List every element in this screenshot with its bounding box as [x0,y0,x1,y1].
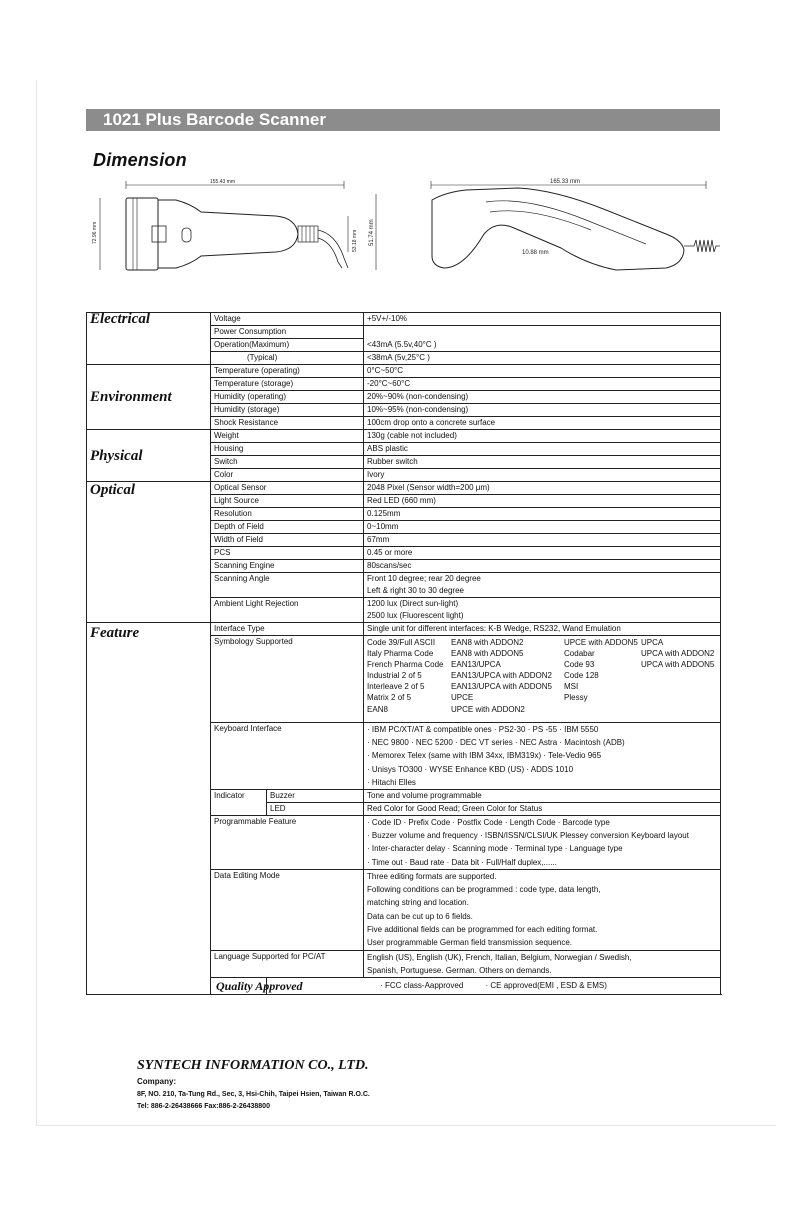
spec-label: Light Source [211,495,364,508]
list-line: Plessy [564,693,588,703]
page-left-margin-line [36,80,37,1125]
list-line: EAN13/UPCA [451,660,501,670]
list-line: · NEC 9800 · NEC 5200 · DEC VT series · NEC Astra · Macintosh (ADB) [367,738,625,748]
side-height-label: 51.74 mm [369,219,375,246]
spec-value: 67mm [364,534,721,547]
list-line: UPCA [641,638,664,647]
spec-label: Ambient Light Rejection [211,598,364,623]
list-line: EAN8 with ADDON5 [451,649,524,659]
category-environment: Environment [87,365,211,430]
list-line: English (US), English (UK), French, Italian, Belgium, Norwegian / Swedish, [367,953,632,963]
spec-value: Front 10 degree; rear 20 degree [364,573,721,586]
symbology-list [364,636,721,723]
list-line: EAN13/UPCA with ADDON5 [451,682,552,692]
spec-label: Programmable Feature [211,816,364,870]
spec-label: Optical Sensor [211,482,364,495]
fcc-approval: · FCC class-Aapproved [380,981,464,991]
tip-label: 10.88 mm [522,250,549,256]
document-title: 1021 Plus Barcode Scanner [86,109,720,131]
spec-value: 2500 lux (Fluorescent light) [364,610,721,623]
list-line: Code 128 [564,671,599,681]
spec-value: 2048 Pixel (Sensor width=200 μm) [364,482,721,495]
list-line: · Memorex Telex (same with IBM 34xx, IBM319x) · Tele-Vedio 965 [367,751,602,761]
list-line: Interleave 2 of 5 [367,682,425,692]
list-line: Following conditions can be programmed : code type, data length, [367,885,601,895]
list-line: UPCE [451,693,474,703]
list-line: Five additional fields can be programmed for each editing format. [367,924,598,934]
list-line: UPCE with ADDON5 [564,638,638,647]
list-line: · Hitachi Elles [367,777,416,787]
company-phone: Tel: 886-2-26438666 Fax:886-2-26438800 [137,1103,270,1110]
category-feature: Feature [87,623,211,995]
spec-value: +5V+/-10% [364,313,721,326]
list-line: User programmable German field transmission sequence. [367,938,572,948]
spec-value: 80scans/sec [364,560,721,573]
spec-label: Scanning Angle [211,573,364,598]
dimension-heading: Dimension [93,150,187,170]
list-line: Codabar [564,649,595,659]
list-line: MSI [564,682,579,692]
list-line: EAN8 with ADDON2 [451,638,524,647]
list-line: UPCE with ADDON2 [451,704,525,714]
spec-label: Humidity (operating) [211,391,364,404]
spec-label: Housing [211,443,364,456]
spec-label: Shock Resistance [211,417,364,430]
spec-label: Language Supported for PC/AT [211,951,364,978]
list-line: · IBM PC/XT/AT & compatible ones · PS2-30 · PS -55 · IBM 5550 [367,725,599,734]
symbology-column [451,637,564,715]
spec-value: 100cm drop onto a concrete surface [364,417,721,430]
spec-label: Temperature (storage) [211,378,364,391]
spec-label: Humidity (storage) [211,404,364,417]
spec-label: Switch [211,456,364,469]
spec-label: Width of Field [211,534,364,547]
spec-value: 1200 lux (Direct sun-light) [364,598,721,611]
list-line: · Time out · Baud rate · Data bit · Full/Half duplex,...... [367,857,557,867]
side-view-drawing [369,179,720,270]
spec-value: 0.45 or more [364,547,721,560]
list-line: · Inter-character delay · Scanning mode · Terminal type · Language type [367,844,623,854]
category-electrical: Electrical [87,313,211,365]
keyboard-interface-list [364,723,721,790]
spec-label: (Typical) [211,352,364,365]
ce-approval: · CE approved(EMI , ESD & EMS) [485,981,607,991]
spec-label: Weight [211,430,364,443]
spec-label: Resolution [211,508,364,521]
spec-value: -20°C~60°C [364,378,721,391]
spec-value: 0.125mm [364,508,721,521]
company-name: SYNTECH INFORMATION CO., LTD. [137,1058,369,1073]
list-line: matching string and location. [367,898,469,908]
spec-value: Red LED (660 mm) [364,495,721,508]
spec-label: Symbology Supported [211,636,364,723]
spec-label: Indicator [211,790,267,816]
list-line: · Unisys TO300 · WYSE Enhance KBD (US) · ADDS 1010 [367,764,574,774]
list-line: Data can be cut up to 6 fields. [367,911,473,921]
list-line: Industrial 2 of 5 [367,671,422,681]
spec-value: 20%~90% (non-condensing) [364,391,721,404]
symbology-column [564,637,641,715]
spec-label: Scanning Engine [211,560,364,573]
specification-table [86,312,721,995]
symbology-column [367,637,451,715]
list-line: · Code ID · Prefix Code · Postfix Code · Length Code · Barcode type [367,818,610,828]
page-bottom-line [36,1125,776,1126]
spec-value: 0~10mm [364,521,721,534]
spec-value: <38mA (5v,25°C ) [364,352,721,365]
spec-value: Single unit for different interfaces: K-B Wedge, RS232, Wand Emulation [364,623,721,636]
spec-value: Tone and volume programmable [364,790,721,803]
list-line: Matrix 2 of 5 [367,693,412,703]
language-list [364,951,721,978]
category-physical: Physical [87,430,211,482]
list-line: Spanish, Portuguese. German. Others on demands. [367,966,552,976]
quality-values [267,978,721,995]
list-line: Code 93 [564,660,595,670]
spec-label: Temperature (operating) [211,365,364,378]
spec-label: Depth of Field [211,521,364,534]
company-label: Company: [137,1077,177,1086]
category-quality-approved: Quality Approved [211,978,267,995]
list-line: Code 39/Full ASCII [367,638,436,647]
spec-value: Ivory [364,469,721,482]
list-line: UPCA with ADDON2 [641,649,715,659]
data-editing-list [364,870,721,951]
list-line: EAN8 [367,704,388,714]
spec-label: Voltage [211,313,364,326]
top-width-label: 155.43 mm [210,179,236,185]
list-line: · Buzzer volume and frequency · ISBN/ISSN/CLSI/UK Plessey conversion Keyboard layout [367,831,689,841]
list-line: Italy Pharma Code [367,649,434,659]
spec-value: ABS plastic [364,443,721,456]
spec-sublabel: LED [267,803,364,816]
left-height-label: 72.96 mm [92,221,98,244]
category-optical: Optical [87,482,211,623]
dimension-drawings [86,172,720,302]
spec-label: Keyboard Interface [211,723,364,790]
spec-label: Operation(Maximum) [211,339,364,352]
spec-value: Left & right 30 to 30 degree [364,585,721,598]
top-view-drawing [92,179,358,270]
spec-label: PCS [211,547,364,560]
list-line: French Pharma Code [367,660,444,670]
spec-value: 130g (cable not included) [364,430,721,443]
spec-value: Red Color for Good Read; Green Color for Status [364,803,721,816]
spec-label: Color [211,469,364,482]
list-line: Three editing formats are supported. [367,872,497,882]
spec-value: 0°C~50°C [364,365,721,378]
symbology-column [641,637,714,715]
spec-sublabel: Buzzer [267,790,364,803]
spec-value: Rubber switch [364,456,721,469]
list-line: EAN13/UPCA with ADDON2 [451,671,552,681]
spec-label: Interface Type [211,623,364,636]
spec-value: 10%~95% (non-condensing) [364,404,721,417]
spec-value: <43mA (5.5v,40°C ) [364,339,721,352]
spec-label: Power Consumption [211,326,364,339]
programmable-feature-list [364,816,721,870]
spec-label: Data Editing Mode [211,870,364,951]
company-address: 8F, NO. 210, Ta-Tung Rd., Sec, 3, Hsi-Chih, Taipei Hsien, Taiwan R.O.C. [137,1091,370,1098]
right-height-label: 53.18 mm [352,229,358,252]
list-line: UPCA with ADDON5 [641,660,715,670]
side-length-label: 165.33 mm [550,179,581,185]
